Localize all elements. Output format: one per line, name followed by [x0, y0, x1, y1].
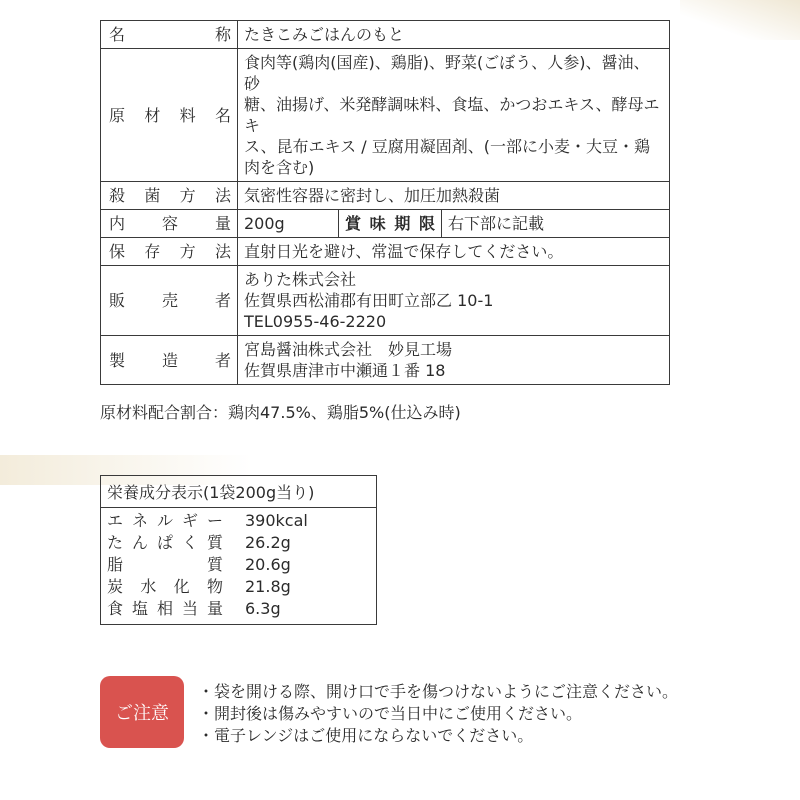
label-sterilization: 殺 菌 方 法	[101, 182, 238, 210]
nutrition-value: 390kcal	[245, 511, 308, 530]
product-label-table	[100, 20, 670, 385]
label-name: 名 称	[101, 21, 238, 49]
nutrition-label: 脂 質	[107, 555, 223, 574]
nutrition-row	[107, 576, 370, 598]
label-manufacturer: 製 造 者	[101, 336, 238, 385]
label-storage: 保 存 方 法	[101, 238, 238, 266]
value-manufacturer: 宮島醤油株式会社 妙見工場 佐賀県唐津市中瀬通１番 18	[238, 336, 670, 385]
row-content	[101, 210, 670, 238]
nutrition-row	[107, 510, 370, 532]
row-name	[101, 21, 670, 49]
nutrition-label: エ ネ ル ギ ー	[107, 511, 223, 530]
nutrition-value: 6.3g	[245, 599, 281, 618]
value-sterilization: 気密性容器に密封し、加圧加熱殺菌	[238, 182, 670, 210]
caution-list	[198, 681, 678, 747]
value-name: たきこみごはんのもと	[238, 21, 670, 49]
row-sterilization	[101, 182, 670, 210]
nutrition-label: 炭 水 化 物	[107, 577, 223, 596]
value-ingredients: 食肉等(鶏肉(国産)、鶏脂)、野菜(ごぼう、人参)、醤油、砂 糖、油揚げ、米発酵調味料、食塩、かつおエキス、酵母エキ ス、昆布エキス / 豆腐用凝固剤、(一部に小麦・大豆・鶏 肉を含む)	[238, 49, 670, 182]
row-manufacturer	[101, 336, 670, 385]
value-storage: 直射日光を避け、常温で保存してください。	[238, 238, 670, 266]
value-seller: ありた株式会社 佐賀県西松浦郡有田町立部乙 10-1 TEL0955-46-2220	[238, 266, 670, 336]
caution-item: ・袋を開ける際、開け口で手を傷つけないようにご注意ください。	[198, 682, 679, 701]
row-storage	[101, 238, 670, 266]
label-ingredients: 原 材 料 名	[101, 49, 238, 182]
nutrition-row	[107, 554, 370, 576]
nutrition-label: た ん ぱ く 質	[107, 533, 223, 552]
nutrition-value: 20.6g	[245, 555, 291, 574]
decorative-corner-top-right	[680, 0, 800, 40]
value-content: 200g	[238, 210, 339, 238]
nutrition-label: 食 塩 相 当 量	[107, 599, 223, 618]
nutrition-rows	[101, 508, 376, 624]
label-content: 内 容 量	[101, 210, 238, 238]
nutrition-facts-box	[100, 475, 377, 625]
ingredient-ratio-note: 原材料配合割合：鶏肉47.5%、鶏脂5%(仕込み時)	[100, 403, 461, 422]
label-expiry: 賞 味 期 限	[339, 210, 442, 238]
caution-item: ・開封後は傷みやすいので当日中にご使用ください。	[198, 704, 583, 723]
nutrition-title: 栄養成分表示(1袋200g当り)	[101, 476, 376, 508]
nutrition-row	[107, 532, 370, 554]
caution-badge: ご注意	[100, 676, 184, 748]
caution-item: ・電子レンジはご使用にならないでください。	[198, 726, 534, 745]
nutrition-value: 21.8g	[245, 577, 291, 596]
value-expiry: 右下部に記載	[442, 210, 670, 238]
label-seller: 販 売 者	[101, 266, 238, 336]
nutrition-row	[107, 598, 370, 620]
row-ingredients	[101, 49, 670, 182]
nutrition-value: 26.2g	[245, 533, 291, 552]
row-seller	[101, 266, 670, 336]
